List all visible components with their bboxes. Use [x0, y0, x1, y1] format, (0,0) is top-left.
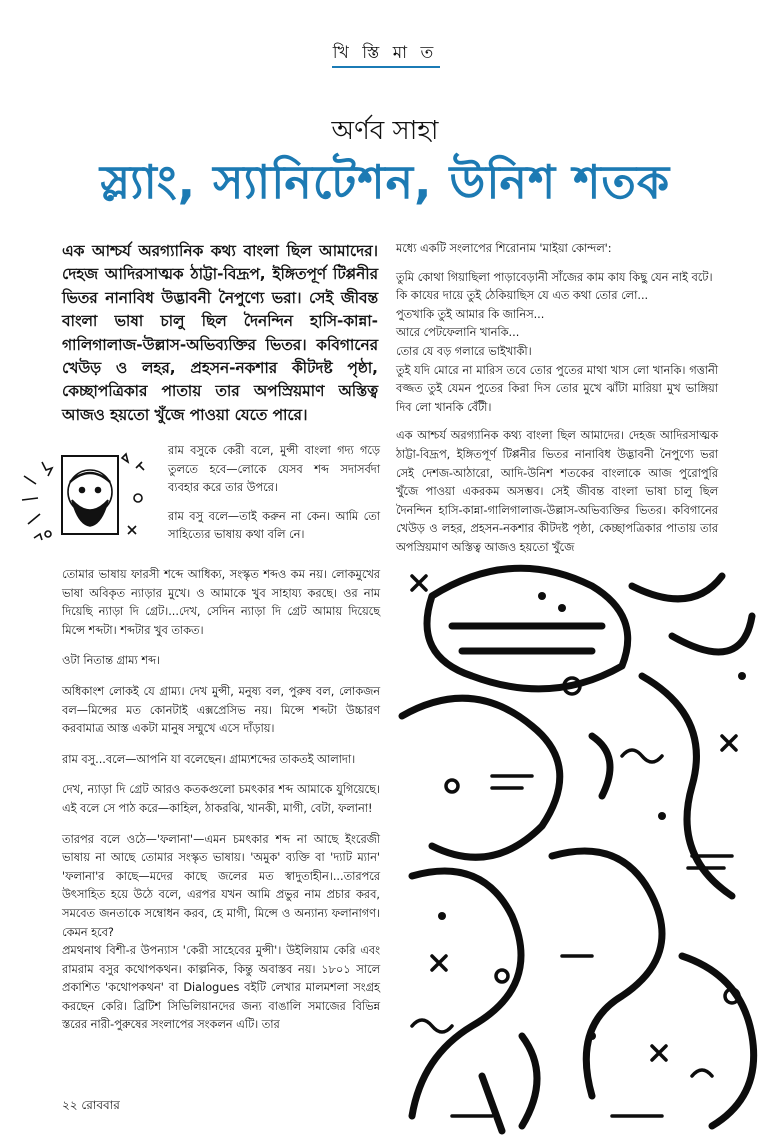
section-label: খি স্তি মা ত — [332, 43, 438, 63]
body-paragraph: রাম বসু...বলে—আপনি যা বলেছেন। গ্রাম্যশব্দের তাকতই আলাদা। — [62, 752, 356, 766]
intro-paragraph: এক আশ্চর্য অরগ্যানিক কথ্য বাংলা ছিল আমাদের। দেহজ আদিরসাত্মক ঠাট্টা-বিদ্রূপ, ইঙ্গিতপূর্ণ টিপ্পনীর ভিতর নানাবিধ উদ্ভাবনী নৈপুণ্যে ভরা। সেই জীবন্ত বাংলা ভাষা চালু ছিল দৈনন্দিন হাসি-কান্না-গালিগালাজ-উল্লাস-অভিব্যক্তির ভিতর। কবিগানের খেউড় ও লহর, প্রহসন-নকশার কীটদষ্ট পৃষ্ঠা, কেচ্ছাপত্রিকার পাতায় তার অপস্রিয়মাণ অস্তিত্ব আজও হয়তো খুঁজে পাওয়া যেতে পারে। — [62, 242, 378, 424]
right-column — [396, 240, 718, 568]
body-paragraph: তারপর বলে ওঠে—'ফলানা'—এমন চমৎকার শব্দ না আছে ইংরেজী ভাষায় না আছে তোমার সংস্কৃত ভাষায়। 'অমুক' ব্যক্তি বা 'দ্যাট ম্যান' 'ফলানা'র কাছে—মদের কাছে জলের মত স্বাদুতাহীন।...তারপরে উৎসাহিত হয়ে উঠে বলে, এরপর যখন আমি প্রভুর নাম প্রচার করব, সমবেত জনতাকে সম্বোধন করব, হে মাগী, মিন্সে ও অন্যান্য ফলানাগণ। কেমন হবে? — [62, 832, 380, 939]
author-name: অর্ণব সাহা — [331, 116, 439, 146]
body-paragraph: ওটা নিতান্ত গ্রাম্য শব্দ। — [62, 654, 160, 668]
body-paragraph: দেখ, ন্যাড়া দি গ্রেট আরও কতকগুলো চমৎকার শব্দ আমাকে যুগিয়েছে। এই বলে সে পাঠ করে—কাহিল, ঠাকরঝি, খানকী, মাগী, বেটা, ফলানা! — [62, 783, 380, 815]
body-paragraph: অধিকাংশ লোকই যে গ্রাম্য। দেখ মুন্সী, মনুষ্য বল, পুরুষ বল, লোকজন বল—মিন্সের মত কোনটাই এক্সপ্রেসিভ নয়। মিন্সে শব্দটা উচ্চারণ করবামাত্র আস্ত একটা মানুষ সম্মুখে এসে দাঁড়ায়। — [62, 684, 380, 736]
dialogue-line: রাম বসু বলে—তাই করুন না কেন। আমি তো সাহিত্যের ভাষায় কথা বলি নে। — [168, 509, 380, 542]
poem-lead: মধ্যে একটি সংলাপের শিরোনাম 'মাইয়া কোন্দল': — [396, 242, 612, 255]
poem-line: তুই যদি মোরে না মারিস তবে তোর পুতের মাথা খাস লো খানকি। গত্তানী বজ্জত তুই যেমন পুতের কিরা দিস তোর মুখে ঝাঁটা মারিয়া মুখ ভাঙ্গিয়া দিব লো খানকি বেঁটী। — [396, 363, 718, 414]
section-rule — [332, 66, 440, 68]
left-column — [62, 566, 380, 1035]
article-title: স্ল্যাং, স্যানিটেশন, উনিশ শতক — [99, 155, 671, 209]
poem-line: তুমি কোথা গিয়াছিলা পাড়াবেড়ানী সাঁজের কাম কায কিছু যেন নাই বটে। — [396, 270, 713, 284]
poem-line: কি কাযের দায়ে তুই ঠেকিয়াছিস যে এত কথা তোর লো... — [396, 289, 649, 303]
dialogue-line: রাম বসুকে কেরী বলে, মুন্সী বাংলা গদ্য গড়ে তুলতে হবে—লোকে যেসব শব্দ সদাসর্বদা ব্যবহার করে তার উপরে। — [168, 444, 380, 495]
poem-line: তোর যে বড় গলারে ভাইখাকী। — [396, 344, 532, 358]
cartoon-illustration — [18, 446, 152, 550]
doodle-artwork — [392, 556, 770, 1136]
poem-line: আরে পেটফেলানি খানকি... — [396, 326, 520, 340]
body-paragraph: এক আশ্চর্য অরগ্যানিক কথ্য বাংলা ছিল আমাদের। দেহজ আদিরসাত্মক ঠাট্টা-বিদ্রূপ, ইঙ্গিতপূর্ণ টিপ্পনীর ভিতর নানাবিধ উদ্ভাবনী নৈপুণ্যে ভরা সেই দেশজ-আঠারো, আদি-উনিশ শতকের বাংলাকে আজ পুরোপুরি খুঁজে পাওয়া একরকম অসম্ভব। সেই জীবন্ত বাংলা ভাষা চালু ছিল দৈনন্দিন হাসি-কান্না-গালিগালাজ-উল্লাস-অভিব্যক্তির ভিতর। কবিগানের খেউড় ও লহর, প্রহসন-নকশার কীটদষ্ট পৃষ্ঠা, কেচ্ছাপত্রিকার পাতায় তার অপস্রিয়মাণ অস্তিত্ব আজও হয়তো খুঁজে — [396, 429, 718, 554]
poem-line: পুতখাকি তুই আমার কি জানিস... — [396, 307, 545, 321]
page-footer: ২২ রোববার — [62, 1098, 120, 1112]
body-paragraph: তোমার ভাষায় ফারসী শব্দে আধিক্য, সংস্কৃত শব্দও কম নয়। লোকমুখের ভাষা অবিকৃত ন্যাড়ার মুখে। ও আমাকে খুব সাহায্য করছে। ওর নাম দিয়েছি ন্যাড়া দি গ্রেট।...দেখ, সেদিন ন্যাড়া দি গ্রেট আমায় দিয়েছে মিন্সে শব্দটা। শব্দটার খুব তাকত। — [62, 568, 380, 637]
body-paragraph: প্রমথনাথ বিশী-র উপন্যাস 'কেরী সাহেবের মুন্সী'। উইলিয়াম কেরি এবং রামরাম বসুর কথোপকথন। কাল্পনিক, কিন্তু অবাস্তব নয়। ১৮০১ সালে প্রকাশিত 'কথোপকথন' বা Dialogues বইটি লেখার মালমশলা সংগ্রহ করছেন কেরি। ব্রিটিশ সিভিলিয়ানদের জন্য বাঙালি সমাজের বিভিন্ন স্তরের নারী-পুরুষের সংলাপের সংকলন এটি। তার — [62, 944, 380, 1032]
poem-block — [396, 269, 718, 418]
dialogue-excerpt-top — [168, 442, 380, 555]
